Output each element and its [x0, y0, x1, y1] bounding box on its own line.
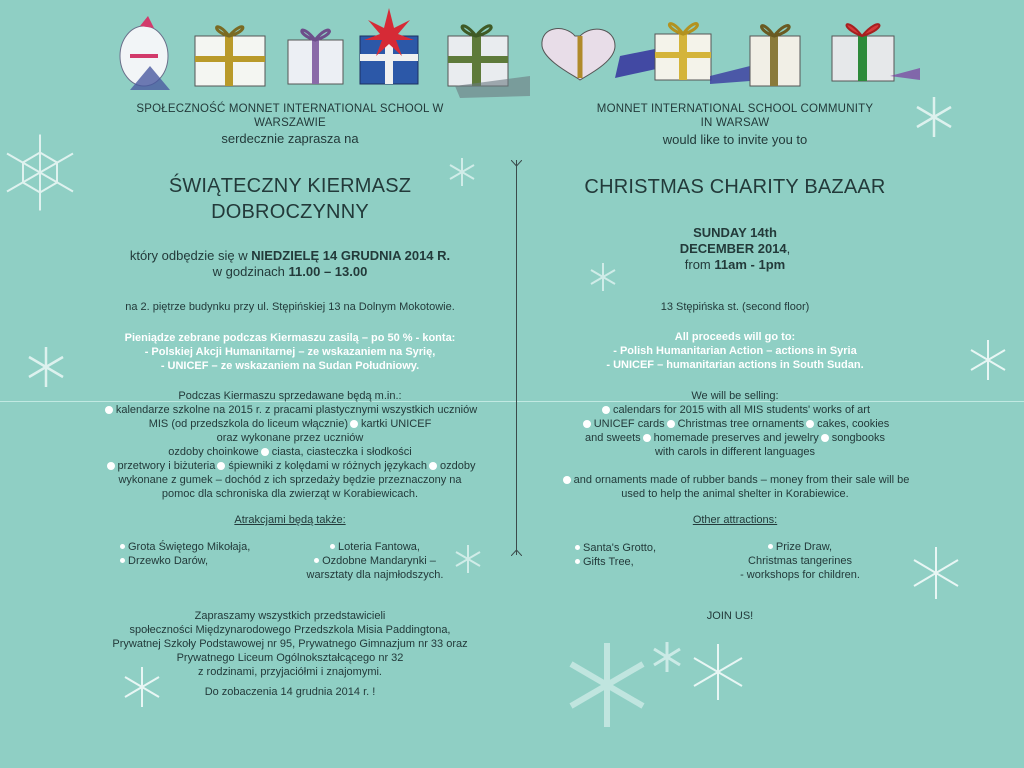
- left-org-name: SPOŁECZNOŚĆ MONNET INTERNATIONAL SCHOOL W WARSZAWIE: [136, 103, 444, 129]
- right-selling-item: with carols in different languages: [654, 446, 815, 458]
- right-date-line2: DECEMBER 2014: [679, 241, 787, 256]
- left-selling-item: MIS (od przedszkola do liceum włącznie): [148, 418, 349, 430]
- bullet-icon: [217, 462, 225, 470]
- left-selling-item: śpiewniki z kolędami w różnych językach: [228, 460, 428, 472]
- right-attractions-title: Other attractions:: [692, 514, 778, 526]
- left-selling-item: wykonane z gumek – dochód z ich sprzedaży będzie przeznaczony na: [118, 474, 462, 486]
- left-closing-line: Do zobaczenia 14 grudnia 2014 r. !: [204, 686, 376, 698]
- left-proceeds-line2: - Polskiej Akcji Humanitarnej – ze wskazaniem na Syrię,: [144, 346, 436, 358]
- gift-box-purple-ribbon: [288, 30, 343, 84]
- right-proceeds: [530, 330, 940, 372]
- bullet-icon: [563, 476, 571, 484]
- bullet-icon: [643, 434, 651, 442]
- divider-bottom-tick: [511, 548, 522, 556]
- left-attractions-title: Atrakcjami będą także:: [234, 514, 346, 526]
- right-selling-item: used to help the animal shelter in Korabiewice.: [621, 488, 849, 500]
- left-selling-list: [60, 389, 520, 501]
- left-title-line2: DOBROCZYNNY: [211, 201, 369, 223]
- snowflake-icon: [562, 640, 652, 730]
- gift-heart-box: [542, 29, 670, 80]
- left-date: NIEDZIELĘ 14 GRUDNIA 2014 R.: [251, 248, 451, 263]
- snowflake-icon: [912, 95, 956, 139]
- right-invite-text: would like to invite you to: [662, 132, 808, 147]
- bullet-icon: [575, 545, 580, 550]
- right-selling-item: and ornaments made of rubber bands – money from their sale will be: [573, 474, 910, 486]
- left-date-prefix: który odbędzie się w: [129, 248, 252, 263]
- bullet-icon: [806, 420, 814, 428]
- right-attraction-item: Santa's Grotto,: [583, 542, 657, 554]
- bullet-icon: [120, 544, 125, 549]
- right-proceeds-line2: - Polish Humanitarian Action – actions in Syria: [613, 345, 857, 357]
- left-closing-line: społeczności Międzynarodowego Przedszkola Misia Paddingtona,: [129, 624, 451, 636]
- right-selling-intro: We will be selling:: [691, 390, 779, 402]
- right-proceeds-line1: All proceeds will go to:: [674, 331, 796, 343]
- left-attractions-col1: [120, 540, 290, 568]
- left-selling-item: ozdoby: [440, 460, 476, 472]
- snowflake-icon: [908, 545, 964, 601]
- right-date-line1: SUNDAY 14th: [693, 225, 777, 240]
- left-attraction-item: Loteria Fantowa,: [338, 541, 420, 553]
- left-time-prefix: w godzinach: [212, 264, 289, 279]
- right-proceeds-line3: - UNICEF – humanitarian actions in South Sudan.: [606, 359, 864, 371]
- left-attraction-item: Grota Świętego Mikołaja,: [128, 541, 251, 553]
- left-attraction-item: warsztaty dla najmłodszych.: [306, 569, 444, 581]
- bullet-icon: [768, 544, 773, 549]
- left-invite-text: serdecznie zaprasza na: [221, 131, 359, 146]
- right-title: CHRISTMAS CHARITY BAZAAR: [584, 176, 886, 198]
- left-attractions-col2: [285, 540, 465, 582]
- gift-sack-illustration: [120, 16, 170, 90]
- left-closing-line: Prywatnego Liceum Ogólnokształcącego nr 32: [176, 652, 404, 664]
- gift-box-red-green: [832, 24, 920, 81]
- bullet-icon: [120, 558, 125, 563]
- right-attraction-item: Prize Draw,: [775, 541, 833, 553]
- right-selling-item: UNICEF cards: [593, 418, 665, 430]
- right-org-line1: MONNET INTERNATIONAL SCHOOL COMMUNITY: [596, 103, 874, 115]
- left-selling-item: kartki UNICEF: [361, 418, 432, 430]
- left-date-block: [60, 248, 520, 280]
- left-location: na 2. piętrze budynku przy ul. Stępińskiej 13 na Dolnym Mokotowie.: [125, 301, 455, 313]
- bullet-icon: [105, 406, 113, 414]
- right-attraction-item: Christmas tangerines: [748, 555, 852, 567]
- snowflake-icon: [650, 640, 684, 674]
- right-attraction-item: Gifts Tree,: [583, 556, 634, 568]
- gift-box-blue-star: [360, 8, 418, 84]
- right-time-prefix: from: [684, 257, 715, 272]
- bullet-icon: [261, 448, 269, 456]
- bullet-icon: [667, 420, 675, 428]
- bullet-icon: [575, 559, 580, 564]
- right-org-name: [560, 102, 910, 130]
- right-selling-list: [520, 389, 950, 501]
- left-selling-item: ciasta, ciasteczka i słodkości: [271, 446, 412, 458]
- bullet-icon: [583, 420, 591, 428]
- left-selling-intro: Podczas Kiermaszu sprzedawane będą m.in.:: [178, 390, 402, 402]
- left-selling-item: pomoc dla schroniska dla zwierząt w Korabiewicach.: [161, 488, 419, 500]
- left-selling-item: kalendarze szkolne na 2015 r. z pracami plastycznymi wszystkich uczniów: [115, 404, 478, 416]
- left-closing-line: Zapraszamy wszystkich przedstawicieli: [194, 610, 386, 622]
- bullet-icon: [429, 462, 437, 470]
- right-attraction-item: - workshops for children.: [740, 569, 860, 581]
- bullet-icon: [350, 420, 358, 428]
- snowflake-icon: [0, 120, 80, 225]
- bullet-icon: [107, 462, 115, 470]
- right-attractions-col1: [575, 541, 705, 569]
- left-closing-line: z rodzinami, przyjaciółmi i znajomymi.: [198, 666, 382, 678]
- left-selling-item: oraz wykonane przez uczniów: [216, 432, 364, 444]
- divider-top-tick: [511, 160, 522, 168]
- right-time: 11am - 1pm: [714, 257, 786, 272]
- left-proceeds: [60, 331, 520, 373]
- gift-box-grey-green: [448, 26, 530, 98]
- right-selling-item: calendars for 2015 with all MIS students' works of art: [612, 404, 871, 416]
- bullet-icon: [330, 544, 335, 549]
- snowflake-icon: [688, 642, 748, 702]
- right-location: 13 Stępińska st. (second floor): [660, 301, 810, 313]
- left-proceeds-line1: Pieniądze zebrane podczas Kiermaszu zasilą – po 50 % - konta:: [124, 332, 456, 344]
- left-selling-item: ozdoby choinkowe: [168, 446, 259, 458]
- snowflake-icon: [966, 338, 1010, 382]
- left-time: 11.00 – 13.00: [288, 264, 368, 279]
- right-selling-item: cakes, cookies: [817, 418, 890, 430]
- left-attraction-item: Drzewko Darów,: [128, 555, 209, 567]
- right-selling-item: Christmas tree ornaments: [677, 418, 805, 430]
- left-title: [110, 173, 470, 225]
- gift-box-olive-ribbon: [750, 26, 800, 86]
- right-closing: JOIN US!: [706, 610, 754, 622]
- left-selling-item: przetwory i biżuteria: [117, 460, 216, 472]
- gift-box-yellow-bow: [655, 24, 750, 84]
- bullet-icon: [314, 558, 319, 563]
- left-proceeds-line3: - UNICEF – ze wskazaniem na Sudan Południowy.: [160, 360, 420, 372]
- bullet-icon: [821, 434, 829, 442]
- left-closing: [60, 609, 520, 699]
- gift-box-gold-ribbon: [195, 27, 265, 86]
- left-closing-line: Prywatnej Szkoły Podstawowej nr 95, Prywatnego Gimnazjum nr 33 oraz: [112, 638, 468, 650]
- left-title-line1: ŚWIĄTECZNY KIERMASZ: [168, 175, 412, 197]
- right-selling-item: and sweets: [585, 432, 641, 444]
- bullet-icon: [602, 406, 610, 414]
- right-selling-item: songbooks: [831, 432, 885, 444]
- right-org-line2: IN WARSAW: [700, 117, 770, 129]
- right-attractions-col2: [720, 540, 880, 582]
- right-date-comma: ,: [786, 241, 791, 256]
- right-date-block: [560, 225, 910, 273]
- left-attraction-item: Ozdobne Mandarynki –: [322, 555, 436, 567]
- right-selling-item: homemade preserves and jewelry: [653, 432, 819, 444]
- gifts-banner: [110, 6, 930, 96]
